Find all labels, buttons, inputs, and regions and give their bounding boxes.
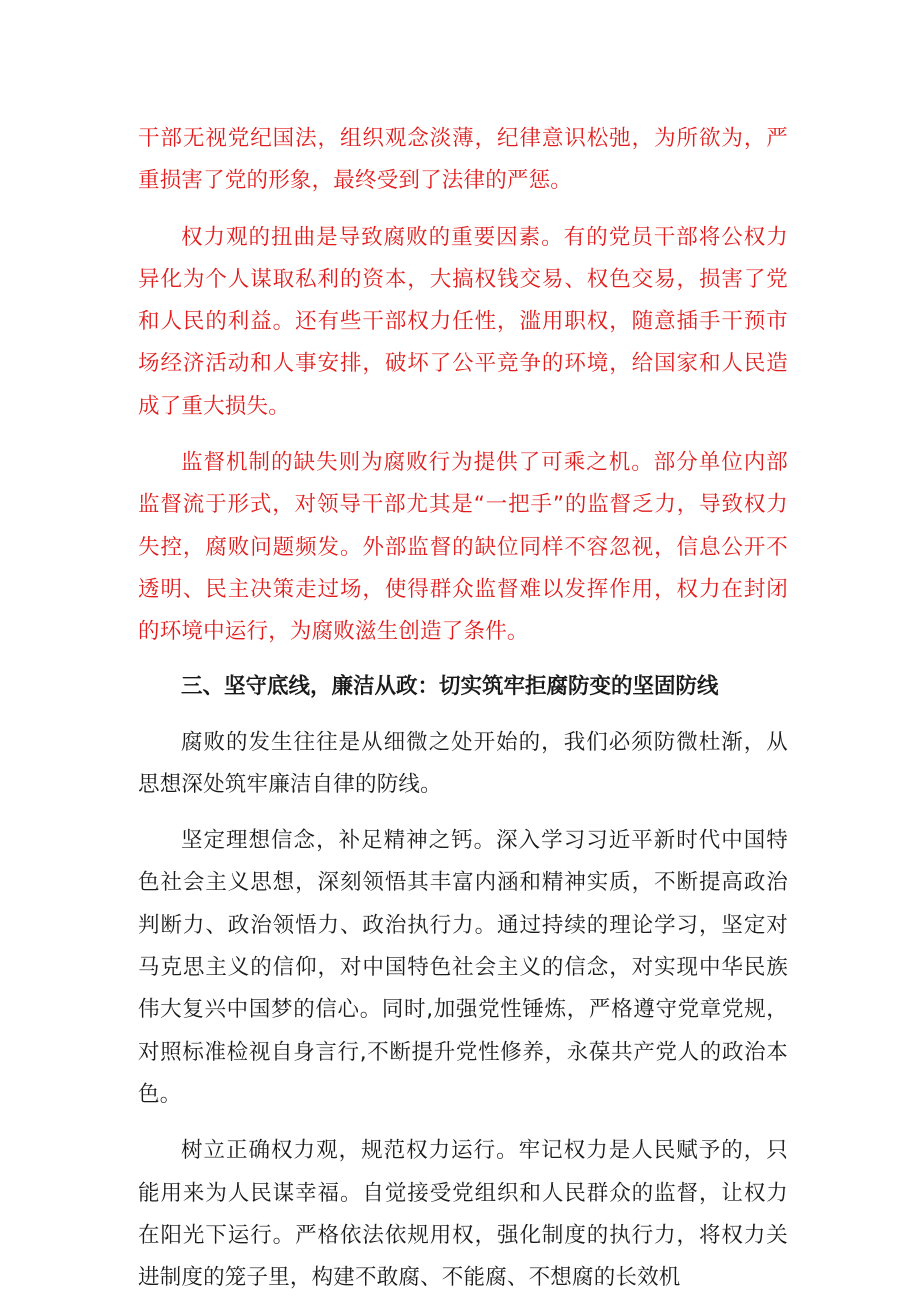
section-heading-three: 三、坚守底线，廉洁从政：切实筑牢拒腐防变的坚固防线: [181, 673, 719, 699]
paragraph-prevention: 腐败的发生往往是从细微之处开始的，我们必须防微杜渐，从思想深处筑牢廉洁自律的防线。: [138, 729, 788, 797]
paragraph-power-view: 树立正确权力观，规范权力运行。牢记权力是人民赋予的，只能用来为人民谋幸福。自觉接受党组织和人民群众的监督，让权力在阳光下运行。严格依法依规用权，强化制度的执行力，将权力关进制度的笼子里，构建不敢腐、不能腐、不想腐的长效机: [138, 1138, 788, 1291]
paragraph-ideals-belief: 坚定理想信念，补足精神之钙。深入学习习近平新时代中国特色社会主义思想，深刻领悟其丰富内涵和精神实质，不断提高政治判断力、政治领悟力、政治执行力。通过持续的理论学习，坚定对马克思主义的信仰，对中国特色社会主义的信念，对实现中华民族伟大复兴中国梦的信心。同时,加强党性锤炼，严格遵守党章党规，对照标准检视自身言行,不断提升党性修养，永葆共产党人的政治本色。: [138, 828, 788, 1107]
document-page: [138, 118, 788, 1299]
paragraph-supervision-lack: 监督机制的缺失则为腐败行为提供了可乘之机。部分单位内部监督流于形式，对领导干部尤其是“一把手”的监督乏力，导致权力失控，腐败问题频发。外部监督的缺位同样不容忽视，信息公开不透明、民主决策走过场，使得群众监督难以发挥作用，权力在封闭的环境中运行，为腐败滋生创造了条件。: [138, 450, 788, 645]
paragraph-power-distortion: 权力观的扭曲是导致腐败的重要因素。有的党员干部将公权力异化为个人谋取私利的资本，大搞权钱交易、权色交易，损害了党和人民的利益。还有些干部权力任性，滥用职权，随意插手干预市场经济活动和人事安排，破坏了公平竞争的环境，给国家和人民造成了重大损失。: [138, 224, 788, 419]
paragraph-discipline-continued: 干部无视党纪国法，组织观念淡薄，纪律意识松弛，为所欲为，严重损害了党的形象，最终受到了法律的严惩。: [138, 126, 788, 194]
